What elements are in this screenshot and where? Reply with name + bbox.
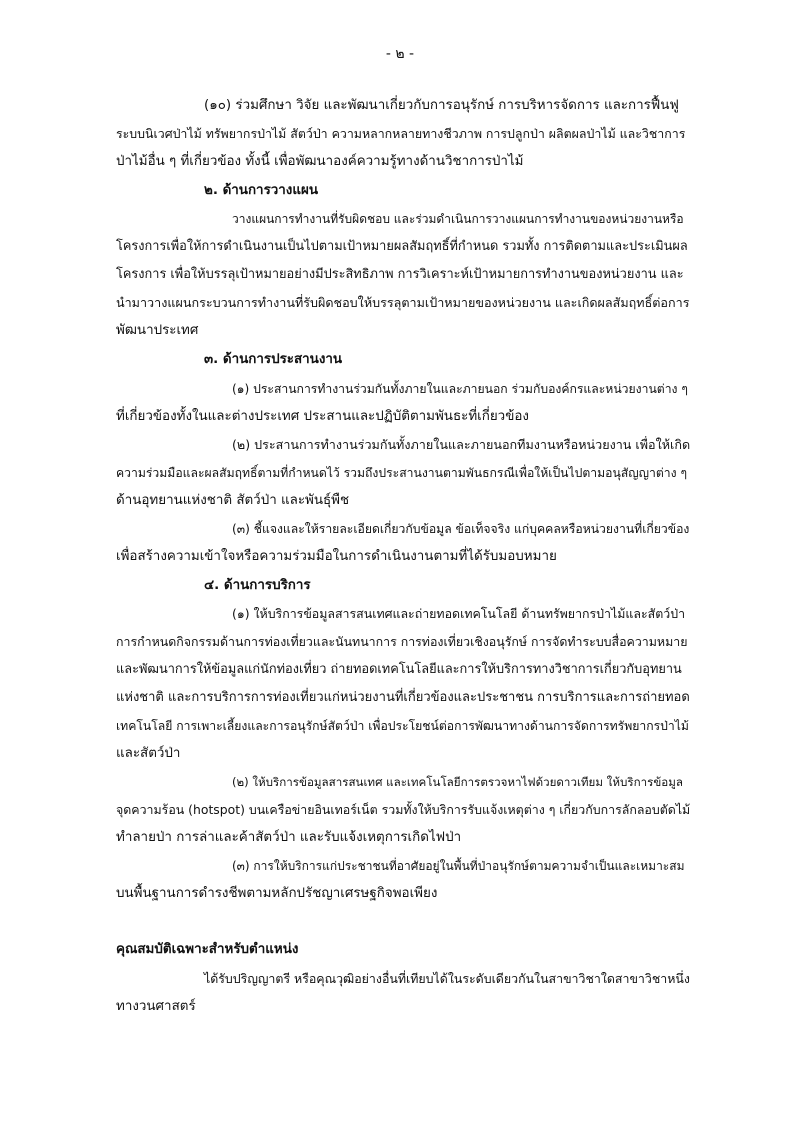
section-4-line: จุดความร้อน (hotspot) บนเครือข่ายอินเทอร์เน็ต รวมทั้งให้บริการรับแจ้งเหตุต่าง ๆ เกี่ยวกับการลักลอบตัดไม้ <box>116 802 691 817</box>
section-2-line: พัฒนาประเทศ <box>116 323 199 338</box>
section-3-line: เพื่อสร้างความเข้าใจหรือความร่วมมือในการดำเนินงานตามที่ได้รับมอบหมาย <box>116 549 557 564</box>
section-4-line: ทำลายป่า การล่าและค้าสัตว์ป่า และรับแจ้งเหตุการเกิดไฟป่า <box>116 830 462 845</box>
item-10-line-3: ป่าไม้อื่น ๆ ที่เกี่ยวข้อง ทั้งนี้ เพื่อพัฒนาองค์ความรู้ทางด้านวิชาการป่าไม้ <box>116 154 524 169</box>
section-4-line: และสัตว์ป่า <box>116 746 181 761</box>
section-4-line: และพัฒนาการให้ข้อมูลแก่นักท่องเที่ยว ถ่ายทอดเทคโนโลยีและการให้บริการทางวิชาการเกี่ยวกับอุทยาน <box>116 662 682 677</box>
qualifications-heading: คุณสมบัติเฉพาะสำหรับตำแหน่ง <box>116 942 299 957</box>
section-2-line: นำมาวางแผนกระบวนการทำงานที่รับผิดชอบให้บรรลุตามเป้าหมายของหน่วยงาน และเกิดผลสัมฤทธิ์ต่อการ <box>116 295 690 310</box>
section-2-line: โครงการเพื่อให้การดำเนินงานเป็นไปตามเป้าหมายผลสัมฤทธิ์ที่กำหนด รวมทั้ง การติดตามและประเมินผล <box>116 239 688 254</box>
qualifications-line: ได้รับปริญญาตรี หรือคุณวุฒิอย่างอื่นที่เทียบได้ในระดับเดียวกันในสาขาวิชาใดสาขาวิชาหนึ่ง <box>204 971 690 986</box>
section-4-line: (๑) ให้บริการข้อมูลสารสนเทศและถ่ายทอดเทคโนโลยี ด้านทรัพยากรป่าไม้และสัตว์ป่า <box>232 606 686 621</box>
section-3-line: (๑) ประสานการทำงานร่วมกันทั้งภายในและภายนอก ร่วมกับองค์กรและหน่วยงานต่าง ๆ <box>232 382 688 396</box>
qualifications-line: ทางวนศาสตร์ <box>116 999 196 1014</box>
section-4-heading: ๔. ด้านการบริการ <box>204 578 311 593</box>
page-number: - ๒ - <box>385 46 415 62</box>
section-3-heading: ๓. ด้านการประสานงาน <box>204 352 343 367</box>
section-2-line: วางแผนการทำงานที่รับผิดชอบ และร่วมดำเนินการวางแผนการทำงานของหน่วยงานหรือ <box>232 212 684 226</box>
section-3-line: ด้านอุทยานแห่งชาติ สัตว์ป่า และพันธุ์พืช <box>116 493 350 508</box>
section-2-line: โครงการ เพื่อให้บรรลุเป้าหมายอย่างมีประสิทธิภาพ การวิเคราะห์เป้าหมายการทำงานของหน่วยงาน และ <box>116 267 684 282</box>
section-4-line: แห่งชาติ และการบริการการท่องเที่ยวแก่หน่วยงานที่เกี่ยวข้องและประชาชน การบริการและการถ่ายทอด <box>116 690 690 705</box>
section-3-line: ความร่วมมือและผลสัมฤทธิ์ตามที่กำหนดไว้ รวมถึงประสานงานตามพันธกรณีเพื่อให้เป็นไปตามอนุสัญญาต่าง ๆ <box>116 466 688 480</box>
section-4-line: บนพื้นฐานการดำรงชีพตามหลักปรัชญาเศรษฐกิจพอเพียง <box>116 886 438 901</box>
section-3-line: (๓) ชี้แจงและให้รายละเอียดเกี่ยวกับข้อมูล ข้อเท็จจริง แก่บุคคลหรือหน่วยงานที่เกี่ยวข้อง <box>232 522 690 536</box>
section-4-line: (๓) การให้บริการแก่ประชาชนที่อาศัยอยู่ในพื้นที่ป่าอนุรักษ์ตามความจำเป็นและเหมาะสม <box>232 859 685 873</box>
section-4-line: เทคโนโลยี การเพาะเลี้ยงและการอนุรักษ์สัตว์ป่า เพื่อประโยชน์ต่อการพัฒนาทางด้านการจัดการทรัพยากรป่าไม้ <box>116 719 689 733</box>
item-10-line-2: ระบบนิเวศป่าไม้ ทรัพยากรป่าไม้ สัตว์ป่า ความหลากหลายทางชีวภาพ การปลูกป่า ผลิตผลป่าไม้ และวิชาการ <box>116 126 686 141</box>
item-10-line-1: (๑๐) ร่วมศึกษา วิจัย และพัฒนาเกี่ยวกับการอนุรักษ์ การบริหารจัดการ และการฟื้นฟู <box>204 98 679 113</box>
section-3-line: (๒) ประสานการทำงานร่วมกันทั้งภายในและภายนอกทีมงานหรือหน่วยงาน เพื่อให้เกิด <box>232 437 691 452</box>
section-4-line: การกำหนดกิจกรรมด้านการท่องเที่ยวและนันทนาการ การท่องเที่ยวเชิงอนุรักษ์ การจัดทำระบบสื่อความหมาย <box>116 634 688 649</box>
section-3-line: ที่เกี่ยวข้องทั้งในและต่างประเทศ ประสานและปฏิบัติตามพันธะที่เกี่ยวข้อง <box>116 409 529 424</box>
section-4-line: (๒) ให้บริการข้อมูลสารสนเทศ และเทคโนโลยีการตรวจหาไฟด้วยดาวเทียม ให้บริการข้อมูล <box>232 775 683 789</box>
section-2-heading: ๒. ด้านการวางแผน <box>204 183 318 198</box>
